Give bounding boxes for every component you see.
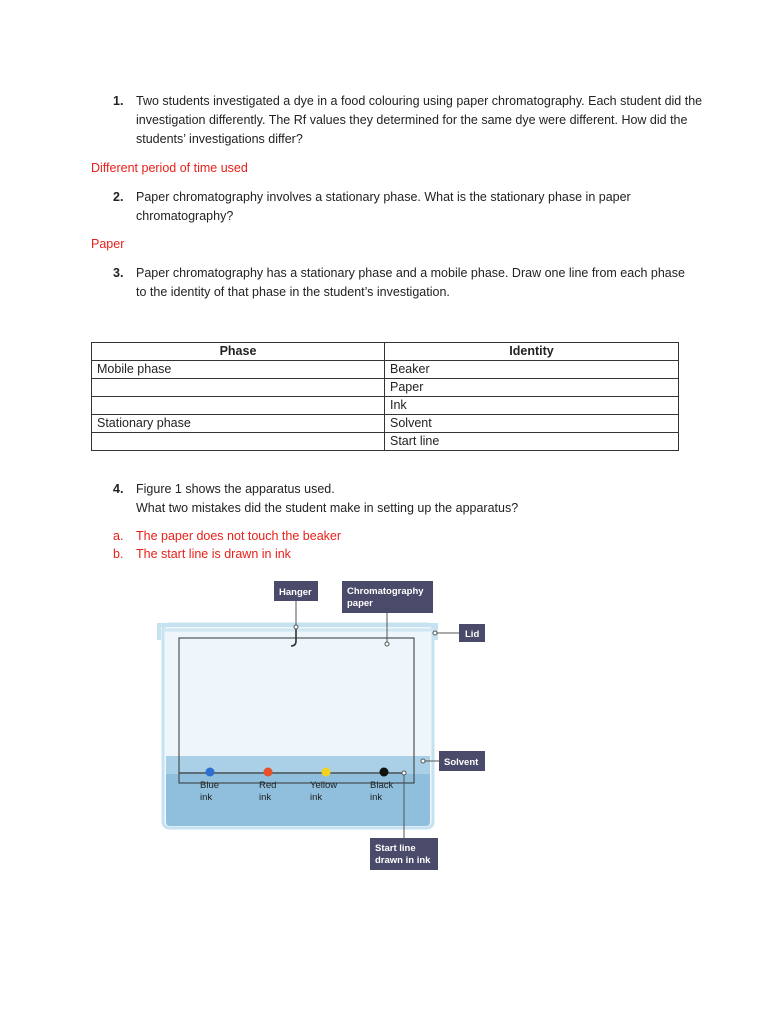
answer-letter: b. bbox=[113, 547, 124, 561]
ink-label-line: ink bbox=[200, 792, 213, 803]
question-text-line: What two mistakes did the student make in setting up the apparatus? bbox=[136, 501, 519, 515]
question-text: Paper chromatography has a stationary phase and a mobile phase. Draw one line from each phase to the identity of that phase in the student’s investigation. bbox=[136, 266, 685, 299]
black-ink-dot bbox=[380, 768, 389, 777]
paper-leader-end bbox=[385, 642, 389, 646]
answer-letter: a. bbox=[113, 529, 124, 543]
lid-leader-end bbox=[433, 631, 437, 635]
start-line-label-line: drawn in ink bbox=[375, 855, 431, 866]
question-number: 1. bbox=[113, 94, 124, 108]
answer-1: Different period of time used bbox=[91, 161, 248, 175]
column-header-identity: Identity bbox=[385, 343, 679, 361]
answer-2: Paper bbox=[91, 237, 125, 251]
ink-label-line: Blue bbox=[200, 780, 220, 791]
question-number: 4. bbox=[113, 482, 124, 496]
ink-label-line: Black bbox=[370, 780, 394, 791]
identity-cell: Beaker bbox=[385, 361, 679, 379]
lid-label: Lid bbox=[465, 629, 480, 640]
start-line-label-line: Start line bbox=[375, 843, 416, 854]
yellow-ink-dot bbox=[322, 768, 331, 777]
ink-label-line: ink bbox=[370, 792, 383, 803]
ink-label-line: Red bbox=[259, 780, 277, 791]
identity-cell: Solvent bbox=[385, 415, 679, 433]
question-text: Paper chromatography involves a stationary phase. What is the stationary phase in paper chromatography? bbox=[136, 190, 631, 223]
phase-cell: Stationary phase bbox=[92, 415, 385, 433]
column-header-phase: Phase bbox=[92, 343, 385, 361]
paper-label-line: paper bbox=[347, 598, 373, 609]
ink-label-line: ink bbox=[259, 792, 272, 803]
identity-cell: Ink bbox=[385, 397, 679, 415]
answer-text: The paper does not touch the beaker bbox=[136, 529, 342, 543]
answer-text: The start line is drawn in ink bbox=[136, 547, 291, 561]
question-text: Two students investigated a dye in a food colouring using paper chromatography. Each student did the investigation differently. The Rf values they determined for the same dye were different. How did the students’ investigations differ? bbox=[136, 94, 703, 146]
hanger-leader-end bbox=[294, 625, 298, 629]
solvent-label: Solvent bbox=[444, 757, 479, 768]
ink-label-line: Yellow bbox=[310, 780, 338, 791]
question-text-line: Figure 1 shows the apparatus used. bbox=[136, 482, 335, 496]
solvent-leader-end bbox=[421, 759, 425, 763]
blue-ink-dot bbox=[206, 768, 215, 777]
start-line-leader-end bbox=[402, 771, 406, 775]
identity-cell: Start line bbox=[385, 433, 679, 451]
phase-cell: Mobile phase bbox=[92, 361, 385, 379]
paper-label-line: Chromatography bbox=[347, 586, 424, 597]
question-number: 3. bbox=[113, 266, 124, 280]
red-ink-dot bbox=[264, 768, 273, 777]
hanger-label: Hanger bbox=[279, 587, 312, 598]
identity-cell: Paper bbox=[385, 379, 679, 397]
question-number: 2. bbox=[113, 190, 124, 204]
ink-label-line: ink bbox=[310, 792, 323, 803]
